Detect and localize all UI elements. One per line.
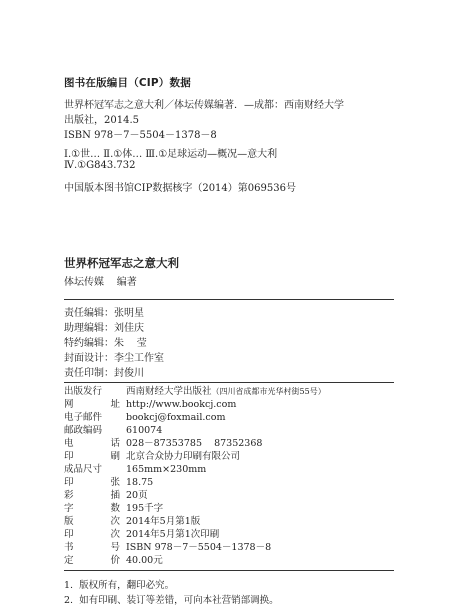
pub-label: 印 次 [64, 529, 120, 540]
credit-line: 责任编辑：张明星 [64, 308, 144, 319]
pub-label: 印 张 [64, 477, 120, 488]
publisher-address: （四川省成都市光华村街55号） [211, 387, 326, 396]
pub-value: 2014年5月第1次印刷 [126, 529, 220, 540]
pub-label: 定 价 [64, 555, 120, 566]
pub-value: 40.00元 [126, 555, 163, 566]
cip-line: 世界杯冠军志之意大利／体坛传媒编著．—成都：西南财经大学 [64, 100, 344, 111]
pub-value: 北京合众协力印刷有限公司 [126, 451, 241, 462]
pub-label: 书 号 [64, 542, 120, 553]
pub-value: 195千字 [126, 503, 164, 514]
cip-line: Ⅰ.①世… Ⅱ.①体… Ⅲ.①足球运动—概况—意大利 [64, 149, 278, 160]
pub-label: 印 刷 [64, 451, 120, 462]
pub-value: 20页 [126, 490, 148, 501]
pub-value: 西南财经大学出版社（四川省成都市光华村街55号） [126, 386, 326, 397]
credit-line: 责任印制：封俊川 [64, 368, 144, 379]
pub-value: http://www.bookcj.com [126, 399, 237, 410]
pub-label: 网 址 [64, 399, 120, 410]
pub-value: 18.75 [126, 477, 154, 488]
pub-value: bookcj@foxmail.com [126, 412, 226, 423]
pub-label: 电 话 [64, 438, 120, 449]
pub-label: 彩 插 [64, 490, 120, 501]
pub-value: 165mm×230mm [126, 464, 207, 475]
divider-rule [64, 570, 394, 571]
pub-value: 028－87353785 87352368 [126, 438, 263, 449]
credit-line: 助理编辑：刘佳庆 [64, 323, 144, 334]
note-line: 1. 版权所有，翻印必究。 [64, 580, 175, 591]
cip-heading: 图书在版编目（CIP）数据 [64, 77, 191, 89]
credit-line: 特约编辑：朱 莹 [64, 338, 147, 349]
credit-line: 封面设计：李尘工作室 [64, 353, 164, 364]
note-line: 2. 如有印刷、装订等差错，可向本社营销部调换。 [64, 595, 279, 606]
pub-value: ISBN 978－7－5504－1378－8 [126, 542, 272, 553]
pub-label: 版 次 [64, 516, 120, 527]
pub-value: 610074 [126, 425, 163, 436]
pub-label: 出版发行 [64, 386, 103, 397]
pub-value: 2014年5月第1版 [126, 516, 201, 527]
divider-rule [64, 382, 394, 383]
book-author: 体坛传媒 编著 [64, 277, 137, 288]
pub-label: 字 数 [64, 503, 120, 514]
pub-label: 邮政编码 [64, 425, 103, 436]
cip-line: ISBN 978－7－5504－1378－8 [64, 130, 217, 141]
book-title: 世界杯冠军志之意大利 [64, 256, 179, 270]
cip-line: 中国版本图书馆CIP数据核字（2014）第069536号 [64, 183, 296, 194]
pub-label: 电子邮件 [64, 412, 103, 423]
pub-label: 成品尺寸 [64, 464, 103, 475]
divider-rule [64, 299, 394, 300]
cip-line: Ⅳ.①G843.732 [64, 160, 136, 171]
cip-line: 出版社，2014.5 [64, 115, 139, 126]
